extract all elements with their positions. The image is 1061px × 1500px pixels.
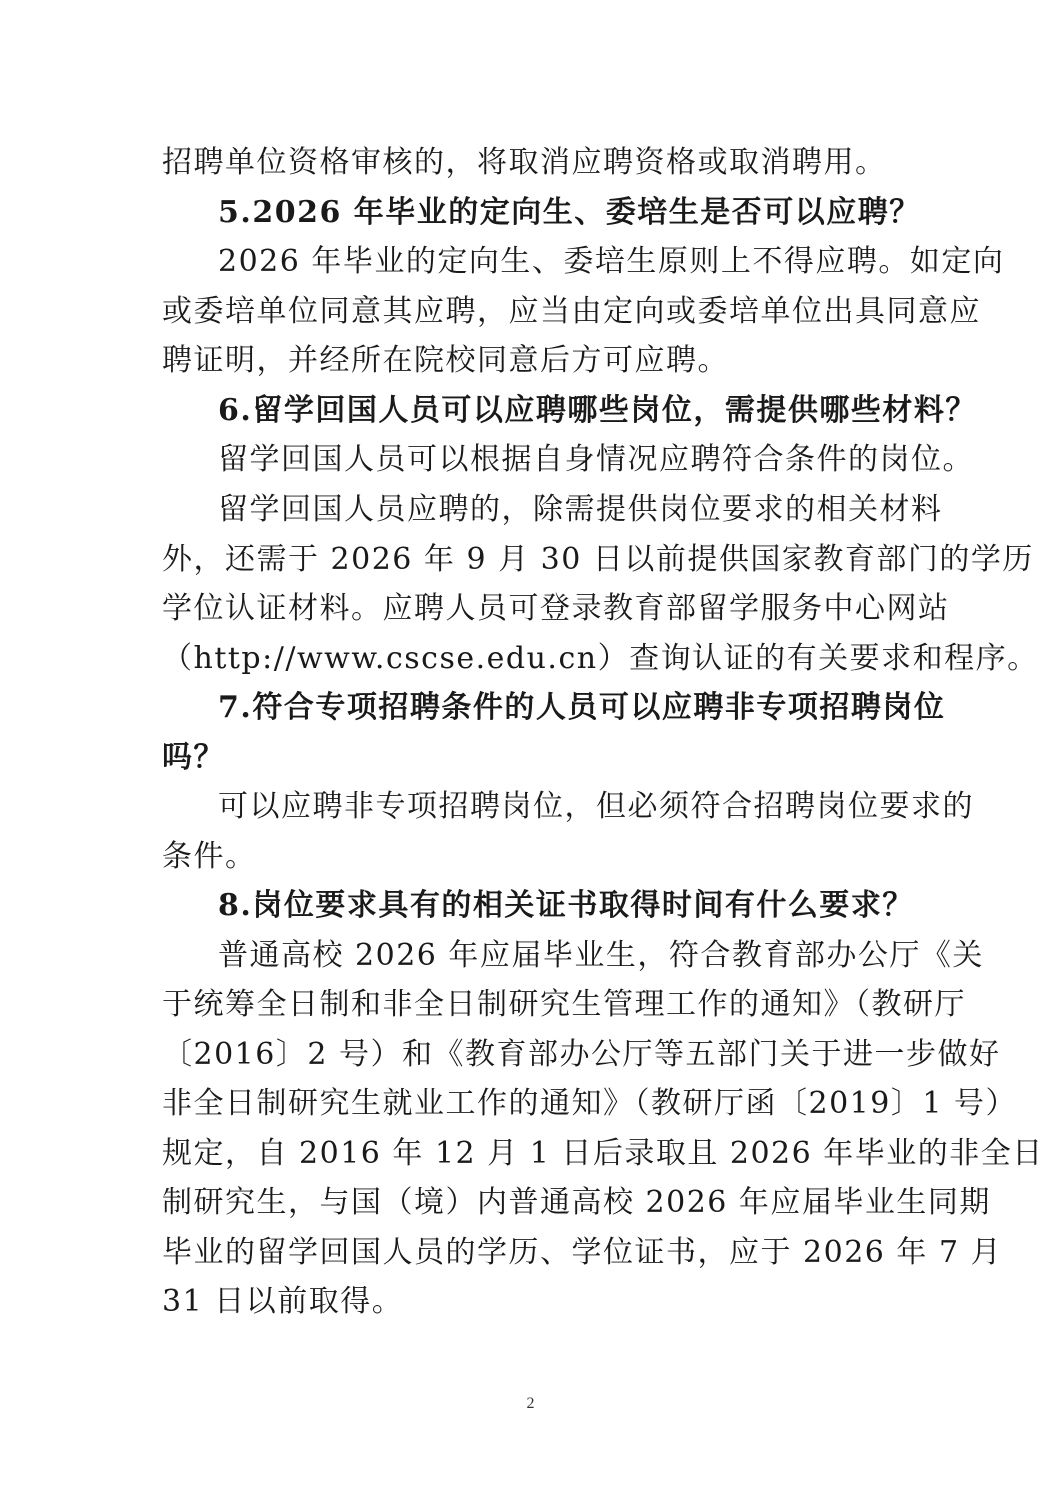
question-heading: 7.符合专项招聘条件的人员可以应聘非专项招聘岗位 [218, 690, 946, 725]
body-text-line: 毕业的留学回国人员的学历、学位证书，应于 2026 年 7 月 [162, 1235, 1003, 1270]
body-text-line: 招聘单位资格审核的，将取消应聘资格或取消聘用。 [162, 145, 887, 180]
body-text-line: 规定，自 2016 年 12 月 1 日后录取且 2026 年毕业的非全日 [162, 1136, 1044, 1171]
question-heading: 6.留学回国人员可以应聘哪些岗位，需提供哪些材料？ [218, 393, 977, 428]
body-text-line: 学位认证材料。应聘人员可登录教育部留学服务中心网站 [162, 591, 950, 626]
body-text-line: 〔2016〕2 号）和《教育部办公厅等五部门关于进一步做好 [162, 1037, 1001, 1072]
body-text-line: 普通高校 2026 年应届毕业生，符合教育部办公厅《关 [218, 938, 984, 973]
body-text-line: 2026 年毕业的定向生、委培生原则上不得应聘。如定向 [218, 244, 1005, 279]
body-text-line: 非全日制研究生就业工作的通知》（教研厅函〔2019〕1 号） [162, 1086, 1017, 1121]
body-text-line: 31 日以前取得。 [162, 1284, 404, 1319]
body-text-line: 或委培单位同意其应聘，应当由定向或委培单位出具同意应 [162, 294, 981, 329]
question-heading: 8.岗位要求具有的相关证书取得时间有什么要求？ [218, 888, 914, 923]
body-text-line: 于统筹全日制和非全日制研究生管理工作的通知》（教研厅 [162, 987, 966, 1022]
question-heading: 吗？ [162, 740, 225, 775]
page-number: 2 [526, 1395, 535, 1412]
question-heading: 5.2026 年毕业的定向生、委培生是否可以应聘？ [218, 195, 921, 230]
body-text-line: 外，还需于 2026 年 9 月 30 日以前提供国家教育部门的学历 [162, 542, 1034, 577]
body-text-line: （http://www.cscse.edu.cn）查询认证的有关要求和程序。 [162, 641, 1039, 676]
body-text-line: 留学回国人员应聘的，除需提供岗位要求的相关材料 [218, 492, 943, 527]
body-text-line: 制研究生，与国（境）内普通高校 2026 年应届毕业生同期 [162, 1185, 991, 1220]
body-text-line: 条件。 [162, 839, 257, 874]
body-text-line: 可以应聘非专项招聘岗位，但必须符合招聘岗位要求的 [218, 789, 974, 824]
body-text-line: 聘证明，并经所在院校同意后方可应聘。 [162, 343, 729, 378]
body-text-line: 留学回国人员可以根据自身情况应聘符合条件的岗位。 [218, 442, 974, 477]
